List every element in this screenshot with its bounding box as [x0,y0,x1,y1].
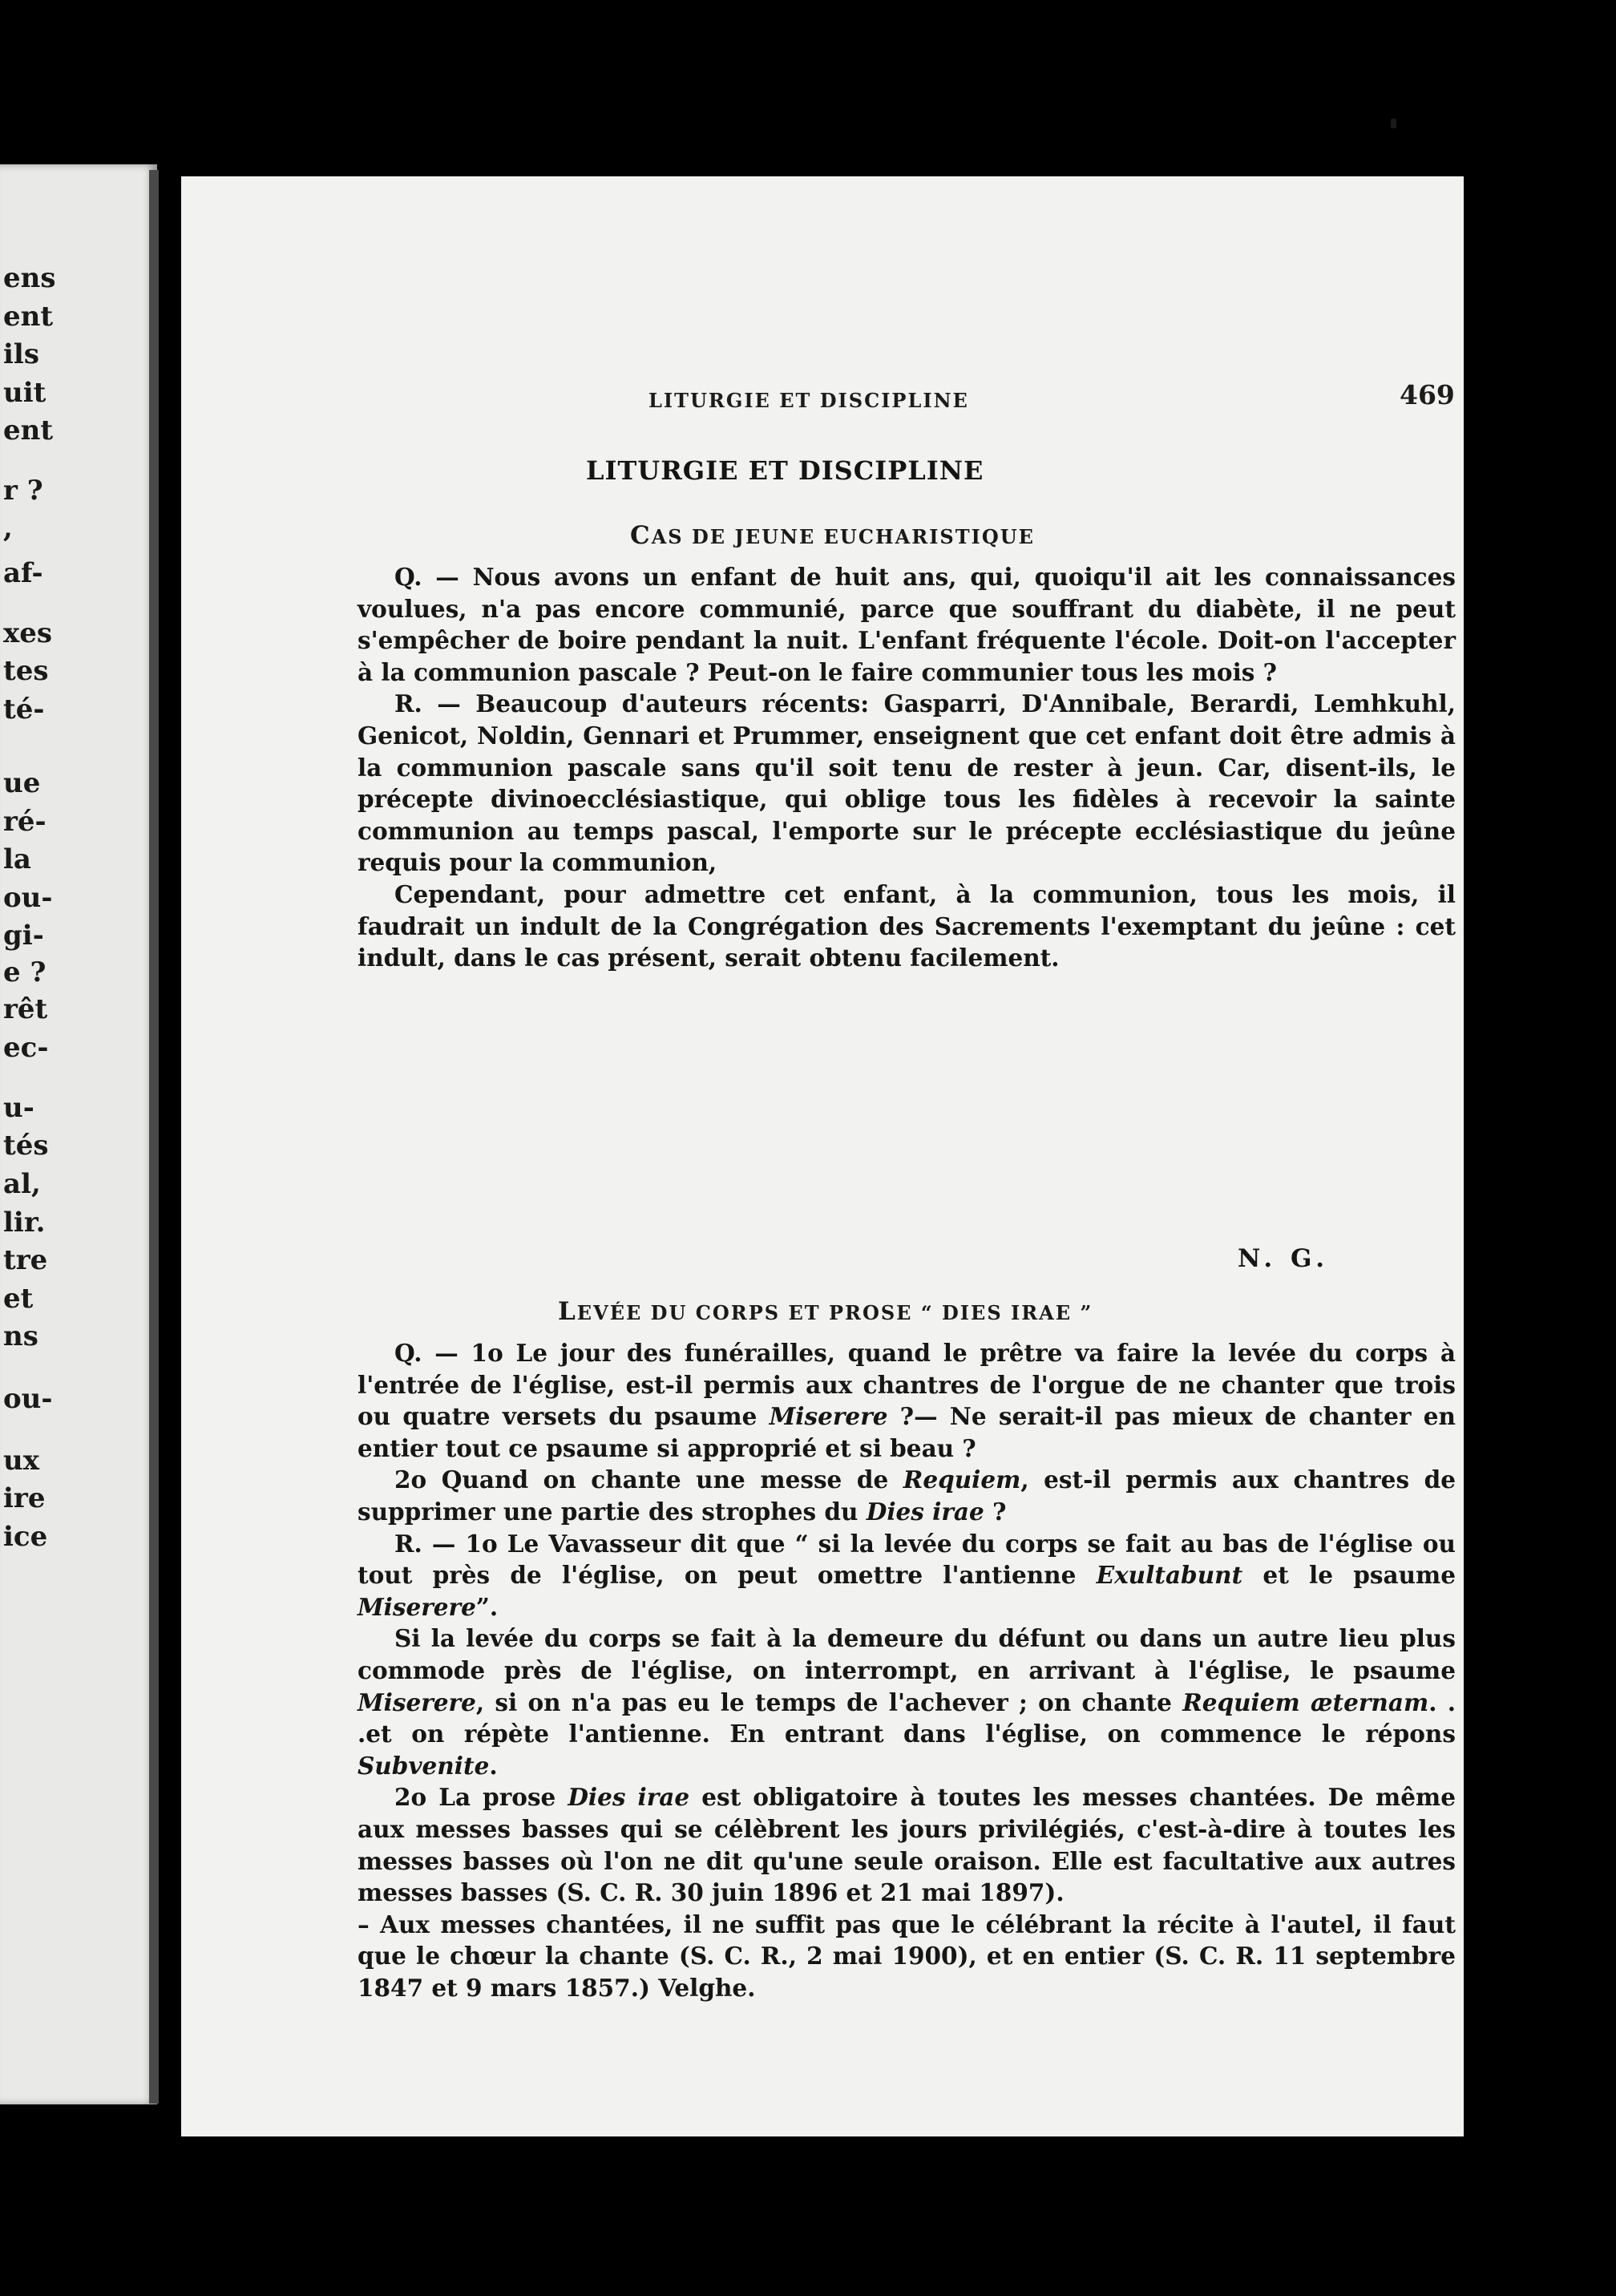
text-run: Q. — 1o Le jour des funérailles, quand le prêtre va faire la levée du corps à l'entrée de l'église, est-il permis aux chantres de l'orgue de ne chanter que trois ou quatre versets du psaume [358,1339,1456,1431]
running-head: LITURGIE ET DISCIPLINE [648,389,969,412]
previous-page-text-fragment: ire [3,1482,46,1514]
page-number: 469 [1400,379,1455,410]
text-run: et le psaume [1242,1561,1456,1590]
article-heading-fasting [630,521,1035,550]
text-run: , si on n'a pas eu le temps de l'achever ; on chante [475,1688,1183,1716]
previous-page-text-fragment: tre [3,1244,48,1276]
previous-page-text-fragment: , [3,512,13,544]
previous-page-text-fragment: ux [3,1445,39,1477]
previous-page-text-fragment: ou- [3,1383,53,1415]
italic-term: Requiem [903,1465,1021,1494]
article-body-fasting [358,561,1456,974]
heading-rest: EVÉE DU CORPS ET PROSE “ DIES IRAE ” [576,1301,1093,1324]
previous-page-text-fragment: la [3,843,31,875]
answer-paragraph-1 [358,1528,1456,1623]
italic-term: Exultabunt [1096,1561,1243,1590]
previous-page-text-fragment: té- [3,693,45,726]
previous-page-text-fragment: rêt [3,993,48,1025]
page-gutter-shadow [149,170,159,2104]
text-run: 2o Quand on chante une messe de [394,1465,903,1494]
text-run: est obligatoire à toutes les messes chantées. De même aux messes basses qui se célèbrent les jours privilégiés, c'est-à-dire à toutes les messes basses où l'on ne dit qu'une seule oraison. Elle est facultative aux autres messes basses (S. C. R. 30 juin 1896 et 21 mai 1897). [358,1783,1456,1907]
previous-page-text-fragment: tés [3,1130,49,1162]
text-run: R. — 1o Le Vavasseur dit que “ si la levée du corps se fait au bas de l'église ou tout près de l'église, on peut omettre l'antienne [358,1529,1456,1590]
previous-page-text-fragment: al, [3,1168,41,1200]
previous-page-text-fragment: ice [3,1521,48,1553]
text-run: 2o La prose [394,1783,568,1812]
previous-page-text-fragment: xes [3,617,53,649]
article-heading-levee [558,1297,1093,1326]
previous-page-text-fragment: ent [3,301,54,333]
previous-page-text-fragment: u- [3,1092,34,1124]
italic-term: Subvenite [358,1751,490,1780]
answer-paragraph-2 [358,1623,1456,1781]
answer-paragraph-2: Cependant, pour admettre cet enfant, à la communion, tous les mois, il faudrait un indult de la Congrégation des Sacrements l'exemptant du jeûne : cet indult, dans le cas présent, serait obtenu facilement. [358,879,1456,972]
previous-page-text-fragment: et [3,1283,34,1315]
answer-paragraph-4: – Aux messes chantées, il ne suffit pas que le célébrant la récite à l'autel, il faut que le chœur la chante (S. C. R., 2 mai 1900), et en entier (S. C. R. 11 septembre 1847 et 9 mars 1857.) Velghe. [358,1910,1456,2002]
text-run: ? [984,1497,1007,1526]
answer-paragraph-3 [358,1781,1456,1908]
text-run: , est-il permis aux chantres de supprimer une partie des strophes du [358,1465,1456,1526]
text-run: ?— Ne serait-il pas mieux de chanter en entier tout ce psaume si approprié et si beau ? [358,1402,1456,1462]
previous-page-text-fragment: e ? [3,956,46,988]
italic-term: Miserere [358,1688,476,1716]
previous-page-text-fragment: ent [3,414,54,447]
previous-page-text-fragment: ns [3,1320,38,1352]
text-run: Si la levée du corps se fait à la demeure du défunt ou dans un autre lieu plus commode près de l'église, on interrompt, en arrivant à l'église, le psaume [358,1624,1456,1684]
heading-rest: AS DE JEUNE EUCHARISTIQUE [651,525,1035,548]
previous-page-text-fragment: ré- [3,806,46,838]
previous-page-text-fragment: r ? [3,475,43,507]
book-page [181,176,1464,2136]
italic-term: Dies irae [866,1497,984,1526]
previous-page-edge [0,164,157,2104]
text-run: ”. [475,1592,499,1621]
question-paragraph-1 [358,1337,1456,1464]
question-paragraph: Q. — Nous avons un enfant de huit ans, qui, quoiqu'il ait les connaissances voulues, n'a pas encore communié, parce que souffrant du diabète, il ne peut s'empêcher de boire pendant la nuit. L'enfant fréquente l'école. Doit-on l'accepter à la communion pascale ? Peut-on le faire communier tous les mois ? [358,563,1456,686]
previous-page-text-fragment: lir. [3,1207,46,1239]
question-paragraph-2 [358,1464,1456,1527]
answer-paragraph: R. — Beaucoup d'auteurs récents: Gasparri, D'Annibale, Berardi, Lemhkuhl, Genicot, Noldin, Gennari et Prummer, enseignent que cet enfant doit être admis à la communion pascale sans qu'il soit tenu de rester à jeun. Car, disent-ils, le précepte divinoecclésiastique, qui oblige tous les fidèles à recevoir la sainte communion au temps pascal, l'emporte sur le précepte ecclésiastique du jeûne requis pour la communion, [358,689,1456,877]
previous-page-text-fragment: ens [3,262,56,294]
previous-page-text-fragment: ou- [3,882,53,914]
previous-page-text-fragment: af- [3,557,43,589]
heading-initial: C [630,521,652,550]
author-initials: N. G. [1238,1244,1330,1273]
previous-page-text-fragment: ils [3,338,39,370]
section-title: LITURGIE ET DISCIPLINE [586,455,984,486]
previous-page-text-fragment: tes [3,655,49,687]
scan-speck [1391,119,1396,128]
italic-term: Miserere [358,1592,476,1621]
article-body-levee [358,1337,1456,2003]
italic-term: Miserere [769,1402,888,1431]
text-run: . . .et on répète l'antienne. En entrant dans l'église, on commence le répons [358,1688,1456,1748]
previous-page-text-fragment: uit [3,377,46,409]
previous-page-text-fragment: ue [3,767,41,799]
previous-page-text-fragment: ec- [3,1032,49,1064]
italic-term: Requiem æternam [1182,1688,1429,1716]
text-run: . [489,1751,498,1780]
previous-page-text-fragment: gi- [3,920,44,952]
heading-initial: L [558,1297,577,1326]
italic-term: Dies irae [568,1783,690,1812]
